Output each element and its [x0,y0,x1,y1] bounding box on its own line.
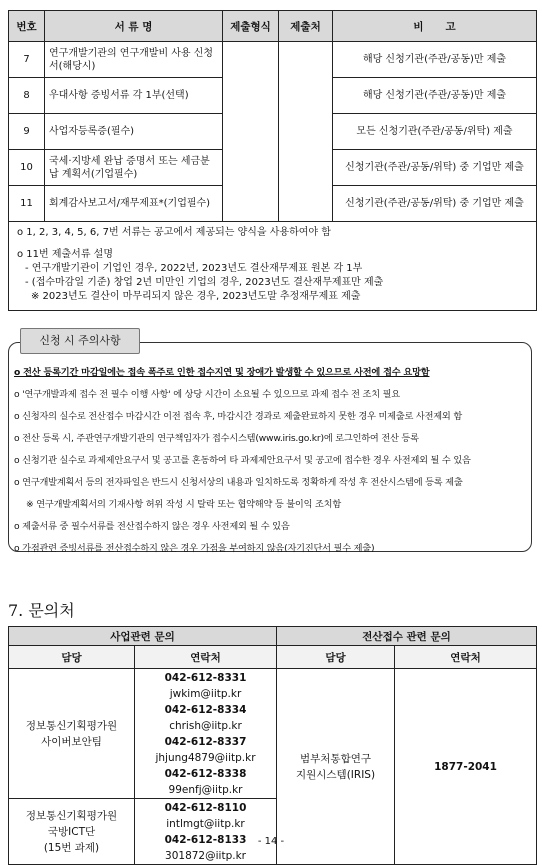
row-remark: 신청기관(주관/공동/위탁) 중 기업만 제출 [333,186,537,222]
business-inquiry-header: 사업관련 문의 [9,627,277,646]
caution-item: o 제출서류 중 필수서류를 전산접수하지 않은 경우 사전제외 될 수 있음 [14,521,290,532]
email-link[interactable]: intlmgt@iitp.kr [166,817,245,830]
row-number: 8 [9,78,45,114]
contact-row [9,669,537,799]
iris-org: 범부처통합연구 지원시스템(IRIS) [277,669,395,865]
row-document: 국세·지방세 완납 증명서 또는 세금분납 계획서(기업필수) [45,150,223,186]
caution-item: o 가점관련 증빙서류를 전산접수하지 않은 경우 가점을 부여하지 않음(자기진단서 필수 제출) [14,543,375,554]
notes-cell [9,222,537,311]
phone-number: 042-612-8338 [164,767,247,780]
row-remark: 신청기관(주관/공동/위탁) 중 기업만 제출 [333,150,537,186]
section-title: 7. 문의처 [8,601,75,620]
header-person: 담당 [277,646,395,669]
email-link[interactable]: jhjung4879@iitp.kr [155,751,256,764]
note-forms: o 1, 2, 3, 4, 5, 6, 7번 서류는 공고에서 제공되는 양식을 사용하여야 함 [17,227,331,238]
contact-group-header-row [9,627,537,646]
row-number: 10 [9,150,45,186]
header-remarks: 비 고 [333,11,537,42]
row-remark: 해당 신청기관(주관/공동)만 제출 [333,42,537,78]
phone-number: 042-612-8133 [164,833,247,846]
row-document: 우대사항 증빙서류 각 1부(선택) [45,78,223,114]
header-person: 담당 [9,646,135,669]
header-format: 제출형식 [223,11,279,42]
caution-subnote: ※ 연구개발계획서의 기재사항 허위 작성 시 탈락 또는 협약해약 등 불이익 조치함 [26,499,342,510]
email-link[interactable]: 301872@iitp.kr [165,849,246,862]
row-number: 7 [9,42,45,78]
row-number: 11 [9,186,45,222]
row-document: 회계감사보고서/재무제표*(기업필수) [45,186,223,222]
caution-list [14,362,528,560]
note-item11-footnote: ※ 2023년도 결산이 마무리되지 않은 경우, 2023년도말 추정재무제표 제출 [31,291,361,302]
org-cyber-security-contacts [135,669,277,799]
contact-table [8,626,537,865]
caution-item: o '연구개발과제 접수 전 필수 이행 사항' 에 상당 시간이 소요될 수 있으므로 과제 접수 전 조치 필요 [14,389,400,400]
caution-item: o 신청자의 실수로 전산접수 마감시간 이전 접속 후, 마감시간 경과로 제출완료하지 못한 경우 미제출로 사전제외 함 [14,411,463,422]
caution-item: o 전산 등록 시, 주관연구개발기관의 연구책임자가 접수시스템(www.iris.go.kr)에 로그인하여 전산 등록 [14,433,419,444]
email-link[interactable]: chrish@iitp.kr [169,719,242,732]
documents-header-row [9,11,537,42]
destination-cell [279,42,333,222]
format-cell [223,42,279,222]
contact-sub-header-row [9,646,537,669]
phone-number: 042-612-8334 [164,703,247,716]
header-destination: 제출처 [279,11,333,42]
header-number: 번호 [9,11,45,42]
phone-number: 042-612-8110 [164,801,247,814]
documents-table [8,10,537,311]
system-inquiry-header: 전산접수 관련 문의 [277,627,537,646]
note-item11-title: o 11번 제출서류 설명 [17,249,113,260]
page-number: - 14 - [257,836,285,847]
note-item11-detail: - (접수마감일 기준) 창업 2년 미만인 기업의 경우, 2023년도 결산재무제표만 제출 [25,277,384,288]
org-defense-ict: 정보통신기획평가원 국방ICT단 (15번 과제) [9,799,135,865]
row-document: 사업자등록증(필수) [45,114,223,150]
header-contact: 연락처 [395,646,537,669]
row-remark: 모든 신청기관(주관/공동/위탁) 제출 [333,114,537,150]
email-link[interactable]: 99enfj@iitp.kr [168,783,243,796]
org-cyber-security: 정보통신기획평가원 사이버보안팀 [9,669,135,799]
note-item11-detail: - 연구개발기관이 기업인 경우, 2022년, 2023년도 결산재무제표 원본 각 1부 [25,263,363,274]
caution-item: o 전산 등록기간 마감일에는 접속 폭주로 인한 접수지연 및 장애가 발생할 수 있으므로 사전에 접수 요망함 [14,367,430,378]
row-number: 9 [9,114,45,150]
caution-item: o 연구개발계획서 등의 전자파일은 반드시 신청서상의 내용과 일치하도록 정확하게 작성 후 전산시스템에 등록 제출 [14,477,463,488]
phone-number: 042-612-8337 [164,735,247,748]
row-document: 연구개발기관의 연구개발비 사용 신청서(해당시) [45,42,223,78]
notes-row [9,222,537,311]
header-document-name: 서 류 명 [45,11,223,42]
row-remark: 해당 신청기관(주관/공동)만 제출 [333,78,537,114]
table-row [9,42,537,78]
header-contact: 연락처 [135,646,277,669]
caution-item: o 신청기관 실수로 과제제안요구서 및 공고를 혼동하여 타 과제제안요구서 및 공고에 접수한 경우 사전제외 될 수 있음 [14,455,471,466]
phone-number: 042-612-8331 [164,671,247,684]
email-link[interactable]: jwkim@iitp.kr [169,687,242,700]
caution-title: 신청 시 주의사항 [20,328,140,354]
iris-phone: 1877-2041 [395,669,537,865]
